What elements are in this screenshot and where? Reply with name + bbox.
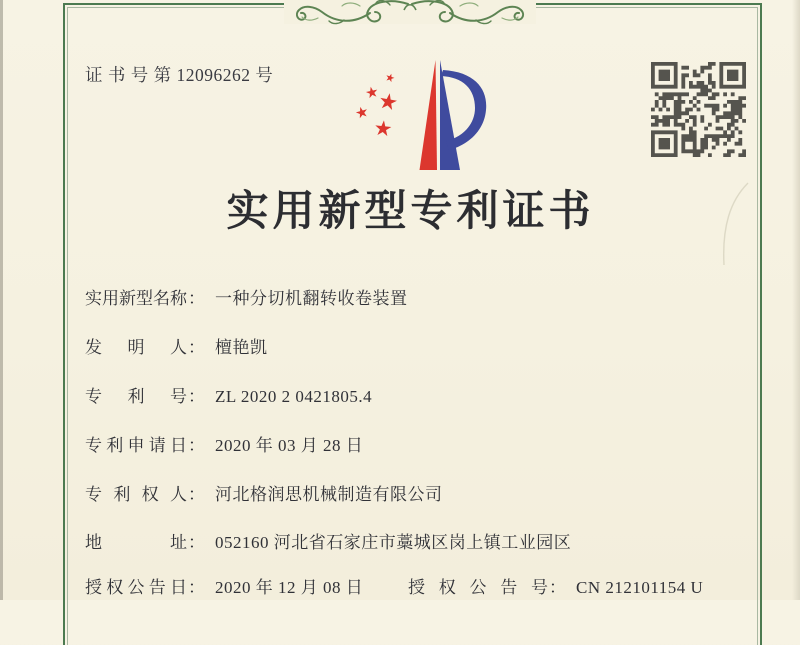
field-label: 授 权 公 告 号 <box>408 578 548 597</box>
field-value: 2020 年 03 月 28 日 <box>215 436 364 455</box>
star-icon: ★ <box>376 88 400 117</box>
field-row-grant-number <box>408 573 703 598</box>
field-row-name <box>85 284 408 309</box>
scan-edge-right <box>792 0 800 600</box>
field-colon: ： <box>188 436 205 455</box>
field-colon: ： <box>188 338 205 357</box>
field-value: 河北格润思机械制造有限公司 <box>215 485 443 504</box>
field-colon: ： <box>188 289 205 308</box>
field-row-grant-date <box>85 573 363 598</box>
top-flourish-ornament <box>280 0 540 30</box>
field-label: 实 用 新 型 名 称 <box>85 289 187 308</box>
star-icon: ★ <box>352 102 371 124</box>
field-label: 专 利 申 请 日 <box>85 436 187 455</box>
field-colon: ： <box>188 578 205 597</box>
star-icon: ★ <box>372 115 394 142</box>
field-label: 专 利 权 人 <box>85 485 187 504</box>
field-value: 檀艳凯 <box>215 338 268 357</box>
certificate-number: 证 书 号 第 12096262 号 <box>85 65 274 85</box>
field-label: 授 权 公 告 日 <box>85 578 187 597</box>
field-colon: ： <box>188 533 205 552</box>
field-value: 一种分切机翻转收卷装置 <box>215 289 408 308</box>
star-icon: ★ <box>363 82 381 103</box>
field-row-filing-date <box>85 431 363 456</box>
field-row-address <box>85 528 571 553</box>
logo-red-wedge <box>420 60 438 170</box>
field-row-inventor <box>85 333 268 358</box>
field-value: ZL 2020 2 0421805.4 <box>215 387 373 406</box>
field-value: CN 212101154 U <box>576 578 704 597</box>
qr-code <box>651 62 746 157</box>
field-row-patentee <box>85 480 443 505</box>
field-label: 地 址 <box>85 533 187 552</box>
field-label: 专 利 号 <box>85 387 187 406</box>
field-colon: ： <box>188 387 205 406</box>
star-icon: ★ <box>383 70 397 86</box>
scan-edge-line <box>0 0 3 600</box>
field-row-patent-number <box>85 382 372 407</box>
field-value: 052160 河北省石家庄市藁城区岗上镇工业园区 <box>215 533 572 552</box>
field-value: 2020 年 12 月 08 日 <box>215 578 364 597</box>
field-colon: ： <box>549 578 566 597</box>
page-title: 实用新型专利证书 <box>226 189 595 235</box>
field-colon: ： <box>188 485 205 504</box>
field-label: 发 明 人 <box>85 338 187 357</box>
